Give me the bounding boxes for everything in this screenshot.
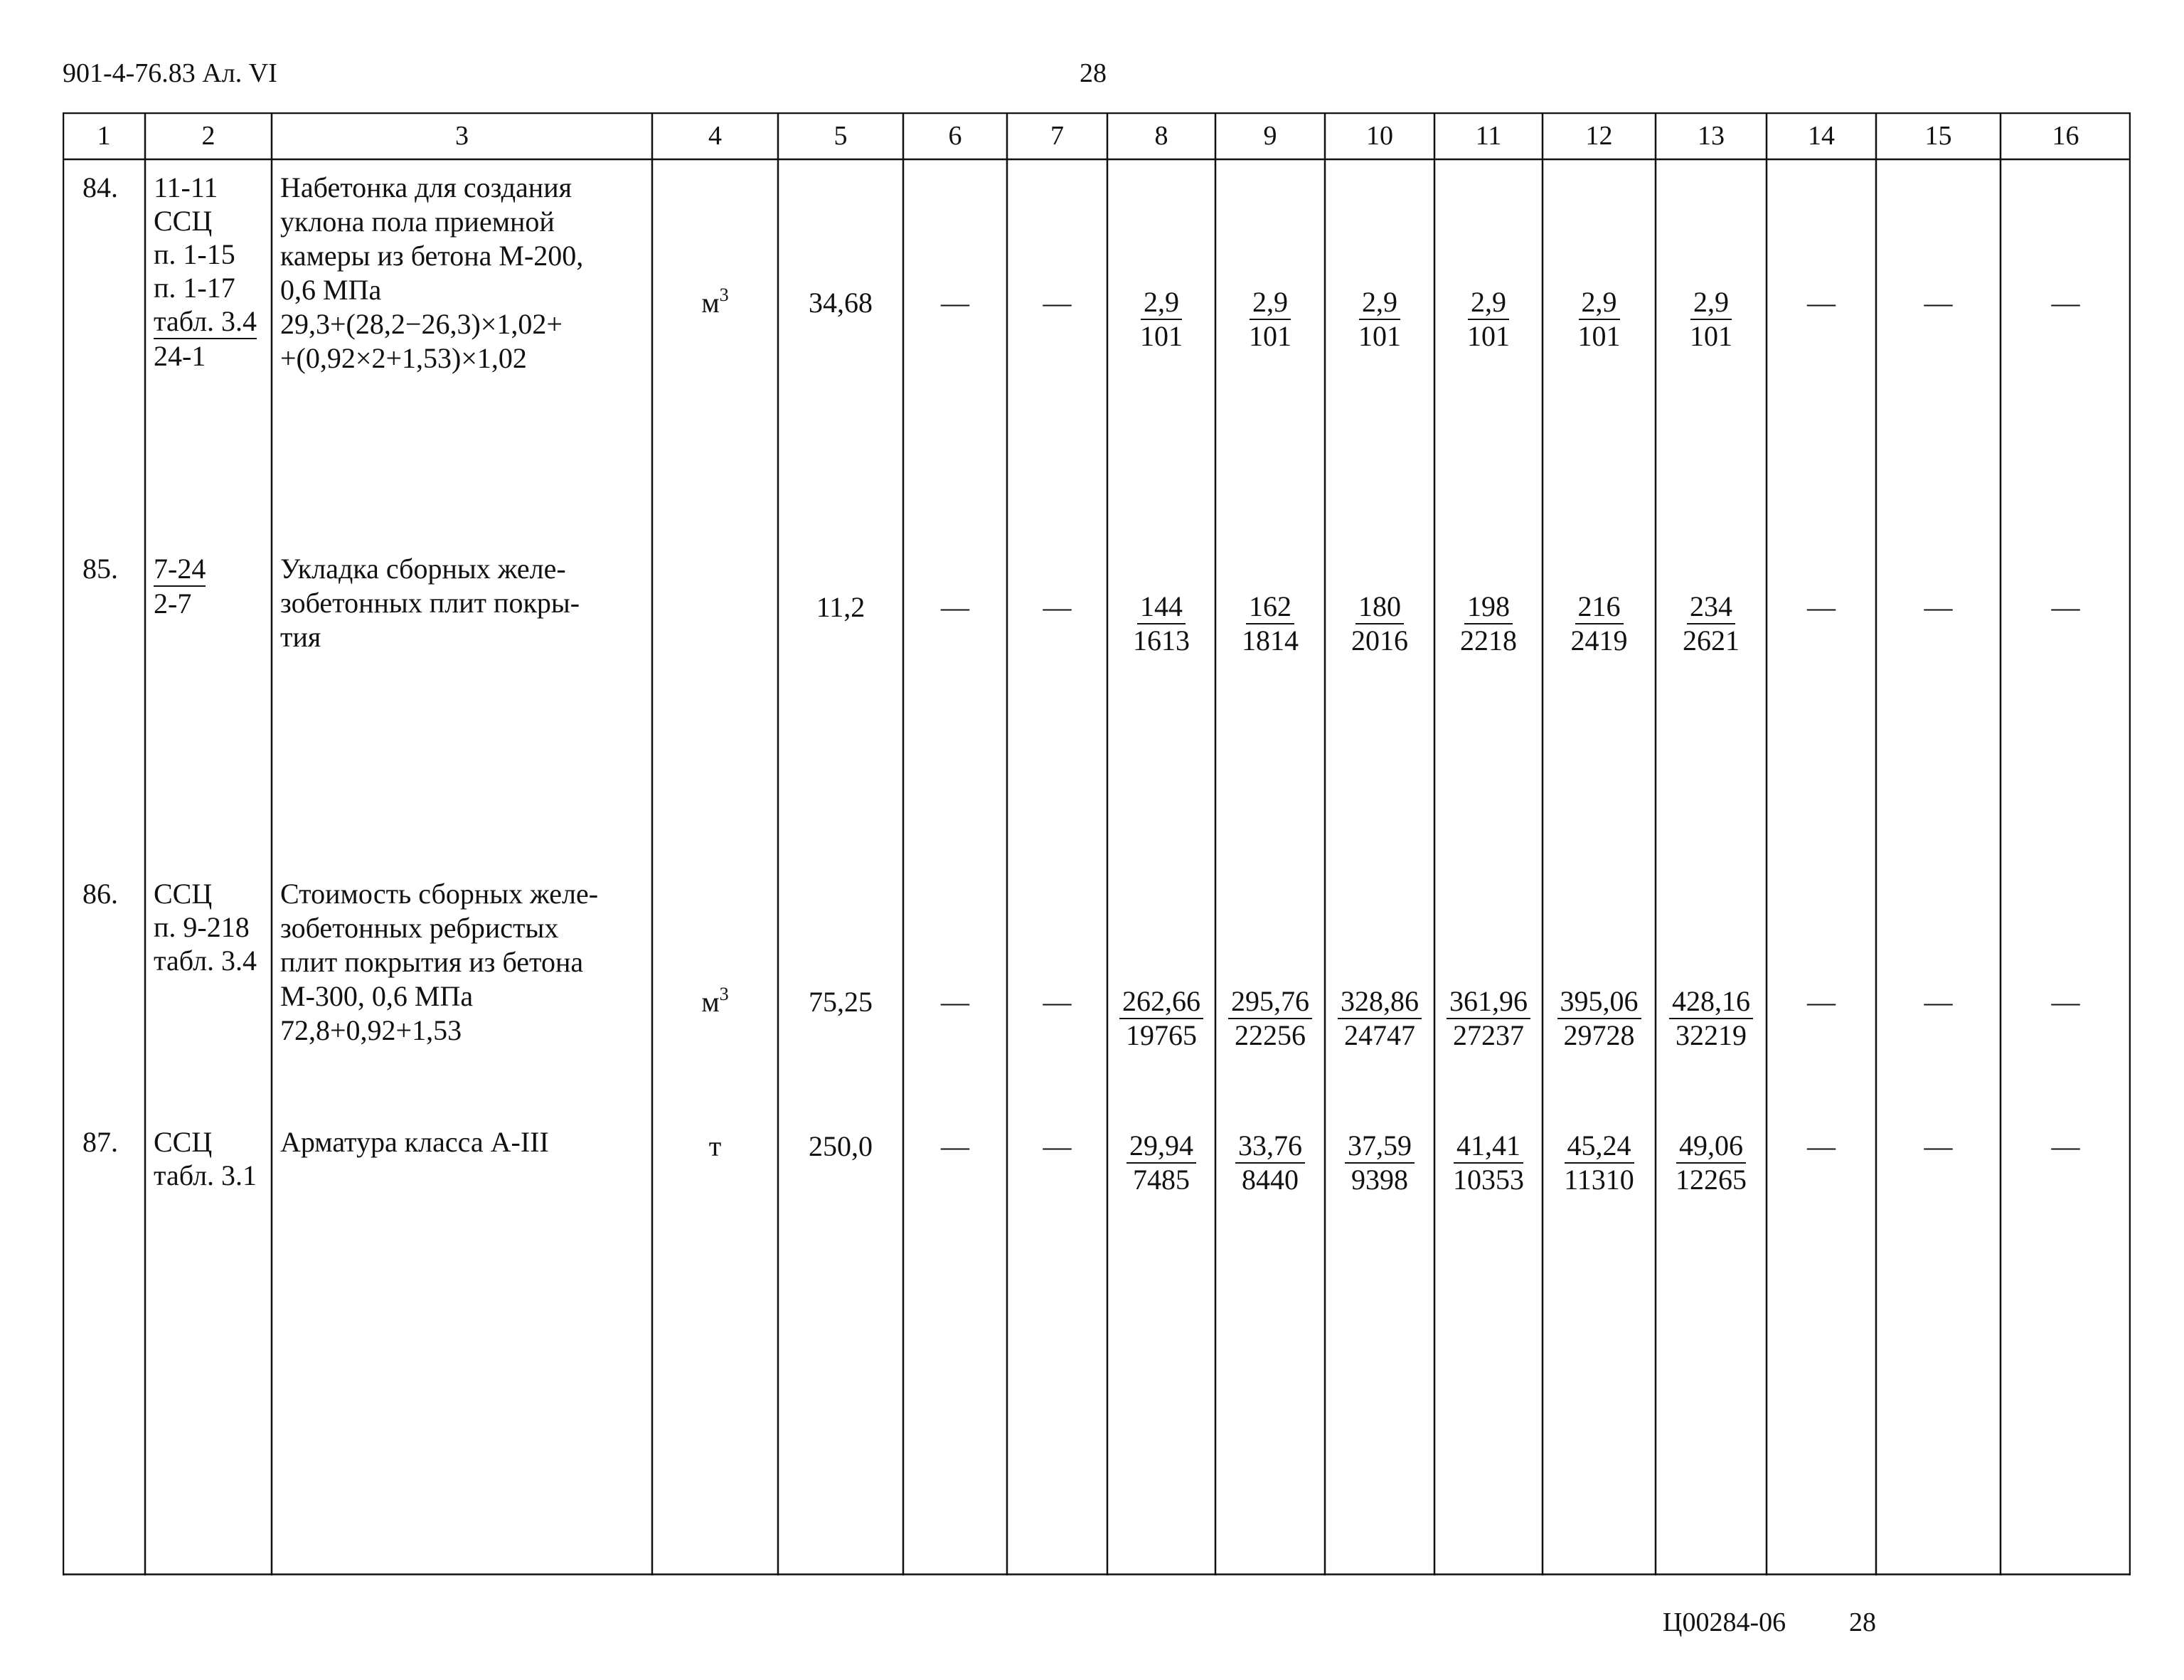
fraction-numerator: 2,9 bbox=[1141, 286, 1182, 320]
fraction-numerator: 49,06 bbox=[1676, 1129, 1746, 1164]
empty-dash: — bbox=[2051, 287, 2080, 319]
unit-exponent: 3 bbox=[719, 285, 729, 305]
fraction-numerator: 2,9 bbox=[1359, 286, 1400, 320]
fraction-denominator: 27237 bbox=[1453, 1019, 1524, 1051]
cost-fraction bbox=[1107, 1129, 1215, 1196]
work-description-line: М-300, 0,6 МПа bbox=[280, 980, 474, 1012]
column-header-2: 2 bbox=[201, 121, 215, 151]
column-header-5: 5 bbox=[833, 121, 848, 151]
fraction-denominator: 2621 bbox=[1683, 624, 1740, 656]
empty-dash: — bbox=[2051, 986, 2080, 1018]
column-header-9: 9 bbox=[1263, 121, 1277, 151]
empty-dash: — bbox=[941, 986, 969, 1018]
fraction-denominator: 12265 bbox=[1676, 1164, 1747, 1196]
empty-dash: — bbox=[1924, 591, 1953, 623]
document-code: 901-4-76.83 Ал. VI bbox=[63, 58, 277, 88]
fraction-denominator: 8440 bbox=[1242, 1164, 1299, 1196]
empty-dash: — bbox=[1924, 986, 1953, 1018]
cost-fraction bbox=[1543, 590, 1656, 657]
price-reference-line: 7-24 bbox=[154, 552, 206, 587]
fraction-numerator: 2,9 bbox=[1468, 286, 1509, 320]
work-description bbox=[280, 171, 645, 376]
fraction-numerator: 295,76 bbox=[1228, 985, 1312, 1019]
cost-fraction bbox=[1325, 1129, 1434, 1196]
fraction-denominator: 2016 bbox=[1351, 624, 1408, 656]
cost-fraction bbox=[1107, 286, 1215, 353]
price-reference-line: п. 1-17 bbox=[154, 272, 235, 304]
cost-fraction bbox=[1656, 985, 1767, 1052]
fraction-numerator: 162 bbox=[1246, 590, 1294, 624]
work-description-line: Арматура класса А-III bbox=[280, 1126, 549, 1158]
price-reference-line: п. 1-15 bbox=[154, 238, 235, 270]
cost-fraction bbox=[1107, 590, 1215, 657]
empty-dash: — bbox=[1924, 287, 1953, 319]
fraction-denominator: 9398 bbox=[1351, 1164, 1408, 1196]
unit-text: т bbox=[708, 1130, 722, 1162]
fraction-denominator: 10353 bbox=[1453, 1164, 1524, 1196]
cost-fraction bbox=[1434, 590, 1543, 657]
unit-of-measure bbox=[652, 985, 778, 1019]
work-description bbox=[280, 552, 645, 654]
price-reference-line: 24-1 bbox=[154, 340, 206, 372]
work-description-line: плит покрытия из бетона bbox=[280, 946, 584, 978]
empty-dash: — bbox=[1043, 1130, 1072, 1162]
fraction-numerator: 2,9 bbox=[1250, 286, 1291, 320]
cost-fraction bbox=[1543, 1129, 1656, 1196]
empty-dash: — bbox=[1043, 986, 1072, 1018]
unit-of-measure bbox=[652, 286, 778, 320]
work-description-line: Набетонка для создания bbox=[280, 171, 572, 203]
work-description-line: 29,3+(28,2−26,3)×1,02+ bbox=[280, 308, 563, 340]
work-description-line: 72,8+0,92+1,53 bbox=[280, 1014, 462, 1046]
column-header-15: 15 bbox=[1924, 121, 1952, 151]
fraction-numerator: 33,76 bbox=[1235, 1129, 1305, 1164]
estimate-table bbox=[63, 112, 2131, 1575]
quantity: 11,2 bbox=[816, 591, 865, 623]
fraction-denominator: 32219 bbox=[1676, 1019, 1747, 1051]
work-description-line: зобетонных плит покры- bbox=[280, 587, 580, 619]
empty-dash: — bbox=[1807, 1130, 1836, 1162]
unit-exponent: 3 bbox=[719, 984, 729, 1004]
fraction-numerator: 29,94 bbox=[1126, 1129, 1196, 1164]
column-header-13: 13 bbox=[1698, 121, 1725, 151]
empty-dash: — bbox=[941, 591, 969, 623]
price-reference-line: 2-7 bbox=[154, 588, 192, 620]
column-header-11: 11 bbox=[1475, 121, 1502, 151]
fraction-denominator: 101 bbox=[1249, 320, 1291, 352]
work-description-line: 0,6 МПа bbox=[280, 274, 382, 306]
row-number: 86. bbox=[82, 878, 118, 910]
price-reference bbox=[154, 877, 257, 977]
cost-fraction bbox=[1325, 286, 1434, 353]
column-header-4: 4 bbox=[708, 121, 722, 151]
cost-fraction bbox=[1656, 286, 1767, 353]
footer-page-number: 28 bbox=[1849, 1607, 1876, 1637]
price-reference-line: ССЦ bbox=[154, 1126, 213, 1158]
column-header-16: 16 bbox=[2052, 121, 2079, 151]
column-header-10: 10 bbox=[1366, 121, 1393, 151]
fraction-numerator: 262,66 bbox=[1119, 985, 1203, 1019]
column-header-8: 8 bbox=[1154, 121, 1168, 151]
price-reference-line: табл. 3.4 bbox=[154, 945, 257, 977]
empty-dash: — bbox=[1924, 1130, 1953, 1162]
column-header-7: 7 bbox=[1050, 121, 1064, 151]
empty-dash: — bbox=[1807, 591, 1836, 623]
fraction-numerator: 45,24 bbox=[1565, 1129, 1634, 1164]
fraction-numerator: 2,9 bbox=[1579, 286, 1620, 320]
fraction-denominator: 1814 bbox=[1242, 624, 1299, 656]
price-reference-line: табл. 3.1 bbox=[154, 1159, 257, 1191]
fraction-denominator: 101 bbox=[1140, 320, 1183, 352]
empty-dash: — bbox=[2051, 591, 2080, 623]
work-description-line: +(0,92×2+1,53)×1,02 bbox=[280, 342, 527, 374]
work-description-line: зобетонных ребристых bbox=[280, 912, 559, 944]
fraction-denominator: 101 bbox=[1690, 320, 1732, 352]
quantity: 75,25 bbox=[809, 986, 873, 1018]
fraction-numerator: 2,9 bbox=[1690, 286, 1732, 320]
fraction-denominator: 2419 bbox=[1570, 624, 1628, 656]
price-reference-line: табл. 3.4 bbox=[154, 304, 257, 339]
cost-fraction bbox=[1325, 985, 1434, 1052]
cost-fraction bbox=[1215, 286, 1325, 353]
fraction-numerator: 37,59 bbox=[1345, 1129, 1415, 1164]
fraction-numerator: 361,96 bbox=[1447, 985, 1530, 1019]
cost-fraction bbox=[1215, 1129, 1325, 1196]
fraction-denominator: 22256 bbox=[1235, 1019, 1306, 1051]
fraction-denominator: 2218 bbox=[1460, 624, 1517, 656]
footer-code: Ц00284-06 bbox=[1663, 1607, 1786, 1637]
cost-fraction bbox=[1656, 590, 1767, 657]
work-description bbox=[280, 1125, 645, 1159]
work-description-line: Стоимость сборных желе- bbox=[280, 878, 599, 910]
fraction-denominator: 7485 bbox=[1133, 1164, 1190, 1196]
work-description bbox=[280, 877, 645, 1048]
price-reference-line: п. 9-218 bbox=[154, 911, 250, 943]
work-description-line: камеры из бетона М-200, bbox=[280, 240, 584, 272]
empty-dash: — bbox=[1807, 986, 1836, 1018]
price-reference bbox=[154, 552, 206, 620]
cost-fraction bbox=[1325, 590, 1434, 657]
fraction-numerator: 144 bbox=[1137, 590, 1186, 624]
quantity: 250,0 bbox=[809, 1130, 873, 1162]
cost-fraction bbox=[1543, 286, 1656, 353]
row-number: 85. bbox=[82, 553, 118, 585]
work-description-line: тия bbox=[280, 621, 321, 653]
price-reference-line: ССЦ bbox=[154, 205, 213, 237]
empty-dash: — bbox=[941, 1130, 969, 1162]
fraction-denominator: 101 bbox=[1577, 320, 1621, 352]
fraction-numerator: 428,16 bbox=[1669, 985, 1753, 1019]
cost-fraction bbox=[1656, 1129, 1767, 1196]
fraction-denominator: 24747 bbox=[1344, 1019, 1415, 1051]
row-number: 87. bbox=[82, 1126, 118, 1158]
empty-dash: — bbox=[1043, 591, 1072, 623]
cost-fraction bbox=[1543, 985, 1656, 1052]
row-number: 84. bbox=[82, 171, 118, 203]
column-header-6: 6 bbox=[948, 121, 962, 151]
price-reference-line: 11-11 bbox=[154, 171, 218, 203]
unit-text: м bbox=[701, 986, 720, 1018]
fraction-denominator: 19765 bbox=[1126, 1019, 1197, 1051]
column-header-3: 3 bbox=[455, 121, 469, 151]
fraction-numerator: 180 bbox=[1355, 590, 1404, 624]
column-header-14: 14 bbox=[1808, 121, 1835, 151]
unit-of-measure bbox=[652, 1129, 778, 1164]
empty-dash: — bbox=[1807, 287, 1836, 319]
column-header-12: 12 bbox=[1585, 121, 1613, 151]
empty-dash: — bbox=[2051, 1130, 2080, 1162]
price-reference-line: ССЦ bbox=[154, 878, 213, 910]
fraction-denominator: 1613 bbox=[1133, 624, 1190, 656]
fraction-numerator: 395,06 bbox=[1557, 985, 1641, 1019]
fraction-numerator: 328,86 bbox=[1338, 985, 1422, 1019]
fraction-numerator: 41,41 bbox=[1454, 1129, 1523, 1164]
cost-fraction bbox=[1215, 590, 1325, 657]
price-reference bbox=[154, 171, 257, 373]
cost-fraction bbox=[1434, 985, 1543, 1052]
column-header-1: 1 bbox=[97, 121, 111, 151]
empty-dash: — bbox=[1043, 287, 1072, 319]
fraction-numerator: 216 bbox=[1575, 590, 1624, 624]
cost-fraction bbox=[1434, 1129, 1543, 1196]
fraction-denominator: 101 bbox=[1358, 320, 1401, 352]
empty-dash: — bbox=[941, 287, 969, 319]
fraction-numerator: 234 bbox=[1687, 590, 1735, 624]
cost-fraction bbox=[1434, 286, 1543, 353]
fraction-denominator: 11310 bbox=[1564, 1164, 1634, 1196]
page-number: 28 bbox=[1080, 58, 1107, 88]
unit-text: м bbox=[701, 287, 720, 319]
cost-fraction bbox=[1107, 985, 1215, 1052]
work-description-line: Укладка сборных желе- bbox=[280, 553, 566, 585]
fraction-denominator: 101 bbox=[1467, 320, 1510, 352]
price-reference bbox=[154, 1125, 257, 1192]
fraction-numerator: 198 bbox=[1464, 590, 1513, 624]
cost-fraction bbox=[1215, 985, 1325, 1052]
quantity: 34,68 bbox=[809, 287, 873, 319]
fraction-denominator: 29728 bbox=[1563, 1019, 1635, 1051]
work-description-line: уклона пола приемной bbox=[280, 206, 555, 238]
